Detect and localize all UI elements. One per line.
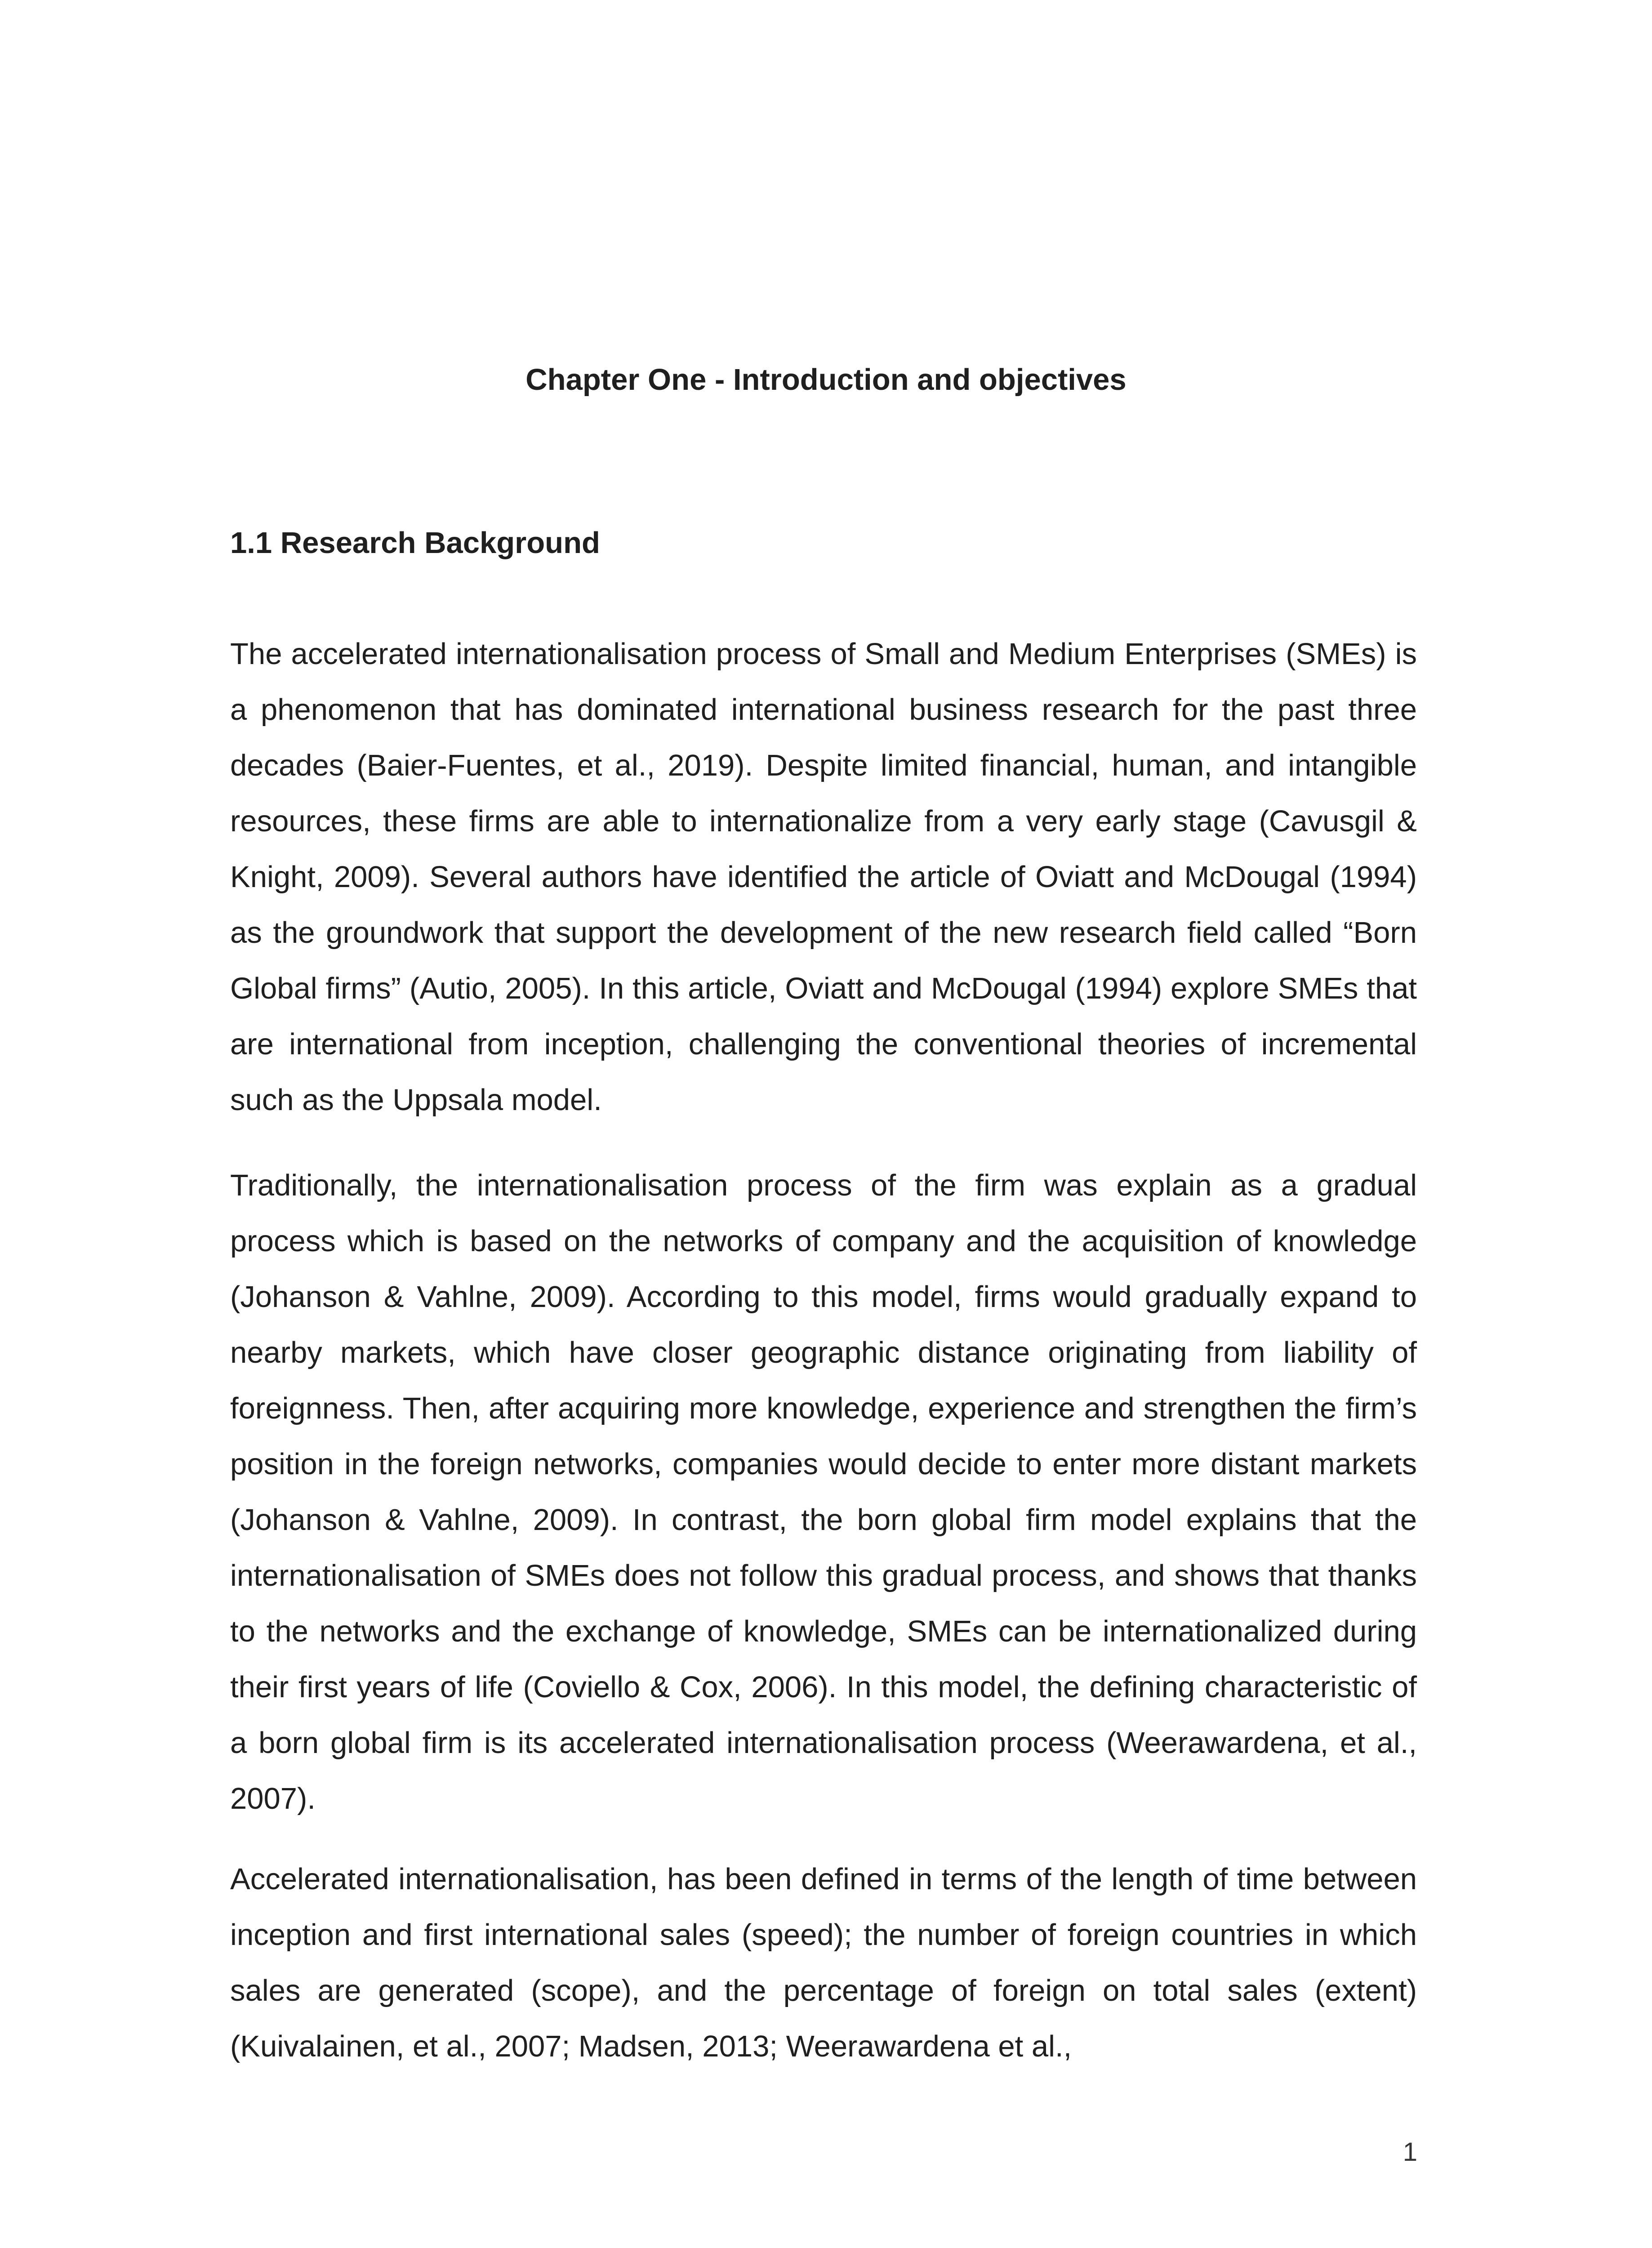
body-paragraph: The accelerated internationalisation process of Small and Medium Enterprises (SMEs) is a phenomenon that has dominated international business research for the past three decades (Baier-Fuentes, et al., 2019). Despite limited financial, human, and intangible resources, these firms are able to internationalize from a very early stage (Cavusgil & Knight, 2009). Several authors have identified the article of Oviatt and McDougal (1994) as the groundwork that support the development of the new research field called “Born Global firms” (Autio, 2005). In this article, Oviatt and McDougal (1994) explore SMEs that are international from inception, challenging the conventional theories of incremental such as the Uppsala model. xyxy=(230,637,1417,1117)
body-paragraph: Accelerated internationalisation, has been defined in terms of the length of time between inception and first international sales (speed); the number of foreign countries in which sales are generated (scope), and the percentage of foreign on total sales (extent) (Kuivalainen, et al., 2007; Madsen, 2013; Weerawardena et al., xyxy=(230,1862,1417,2063)
chapter-title: Chapter One - Introduction and objectives xyxy=(525,363,1127,397)
page-number: 1 xyxy=(1403,2137,1417,2167)
section-heading: 1.1 Research Background xyxy=(230,526,600,560)
body-paragraph: Traditionally, the internationalisation process of the firm was explain as a gradual process which is based on the networks of company and the acquisition of knowledge (Johanson & Vahlne, 2009). According to this model, firms would gradually expand to nearby markets, which have closer geographic distance originating from liability of foreignness. Then, after acquiring more knowledge, experience and strengthen the firm’s position in the foreign networks, companies would decide to enter more distant markets (Johanson & Vahlne, 2009). In contrast, the born global firm model explains that the internationalisation of SMEs does not follow this gradual process, and shows that thanks to the networks and the exchange of knowledge, SMEs can be internationalized during their first years of life (Coviello & Cox, 2006). In this model, the defining characteristic of a born global firm is its accelerated internationalisation process (Weerawardena, et al., 2007). xyxy=(230,1169,1417,1815)
